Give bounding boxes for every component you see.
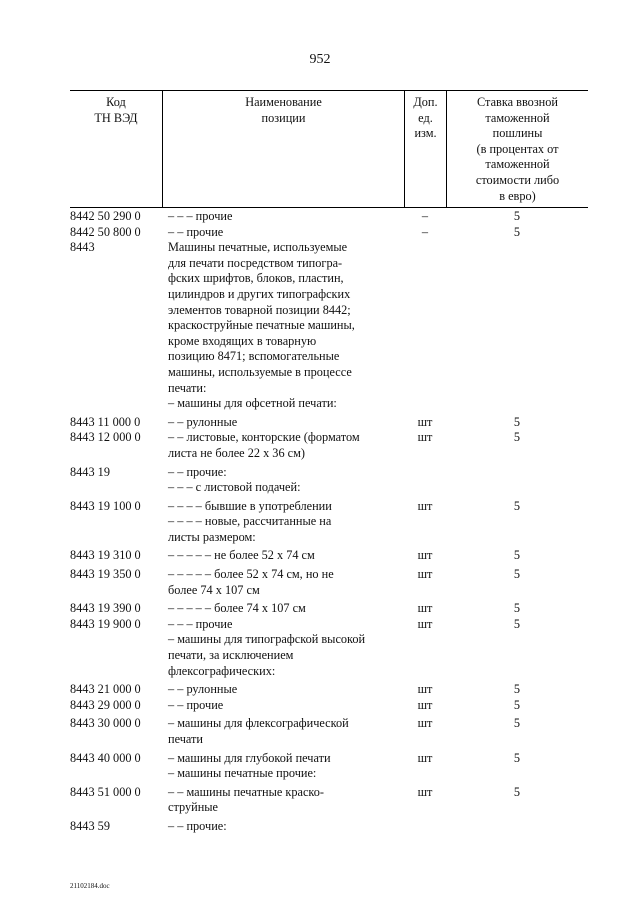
cell-code: 8443 40 000 0 — [70, 750, 141, 765]
table-row — [70, 682, 588, 698]
cell-unit: шт — [417, 682, 433, 697]
header-name-line: позиции — [261, 110, 306, 125]
cell-name — [162, 465, 404, 481]
cell-rate — [446, 465, 588, 481]
cell-code: 8443 59 — [70, 818, 110, 833]
cell-name-line: – – прочие: — [168, 464, 227, 479]
cell-code — [70, 632, 162, 679]
table-row — [70, 632, 588, 679]
table-row — [70, 415, 588, 431]
cell-rate: 5 — [513, 414, 521, 429]
cell-unit: шт — [417, 750, 433, 765]
cell-name-line: струйные — [168, 800, 218, 815]
cell-rate: 5 — [513, 567, 521, 582]
cell-rate: 5 — [513, 224, 521, 239]
cell-code — [70, 514, 162, 545]
cell-code: 8443 12 000 0 — [70, 430, 141, 445]
header-code-line: Код — [106, 95, 126, 109]
table-row — [70, 617, 588, 633]
cell-code: 8443 30 000 0 — [70, 716, 141, 731]
cell-unit: шт — [417, 548, 433, 563]
cell-name — [162, 682, 404, 698]
header-unit — [404, 91, 446, 207]
cell-unit — [404, 632, 446, 679]
cell-name — [162, 240, 404, 396]
cell-name — [162, 480, 404, 496]
cell-name-line: цилиндров и других типографских — [168, 286, 351, 301]
cell-name-line: – – прочие — [168, 224, 224, 239]
table-row — [70, 716, 588, 747]
cell-rate: 5 — [513, 716, 521, 731]
cell-name-line: краскоструйные печатные машины, — [168, 318, 355, 333]
cell-name-line: листа не более 22 х 36 см) — [168, 445, 306, 460]
cell-name-line: – – – – – не более 52 х 74 см — [168, 548, 315, 563]
cell-name-line: кроме входящих в товарную — [168, 333, 317, 348]
cell-unit: шт — [417, 430, 433, 445]
table-row — [70, 514, 588, 545]
cell-rate — [446, 819, 588, 835]
cell-unit — [404, 465, 446, 481]
cell-name-line: – – – – новые, рассчитанные на — [168, 514, 332, 529]
cell-unit — [404, 766, 446, 782]
table-row — [70, 548, 588, 564]
cell-unit — [404, 514, 446, 545]
cell-name-line: – – машины печатные краско- — [168, 784, 325, 799]
cell-name-line: – – – – бывшие в употреблении — [168, 498, 332, 513]
cell-name-line: – – рулонные — [168, 414, 238, 429]
cell-code: 8443 29 000 0 — [70, 697, 141, 712]
cell-name-line: – машины печатные прочие: — [168, 766, 317, 781]
cell-name-line: более 74 х 107 см — [168, 582, 260, 597]
cell-unit: шт — [417, 784, 433, 799]
table-header — [70, 90, 588, 208]
cell-name-line: – – рулонные — [168, 682, 238, 697]
header-unit-line: Доп. — [413, 95, 438, 109]
cell-name-line: – машины для флексографической — [168, 716, 349, 731]
cell-name-line: печати: — [168, 380, 207, 395]
table-row — [70, 819, 588, 835]
header-code — [70, 91, 162, 207]
cell-name-line: машины, используемые в процессе — [168, 364, 352, 379]
cell-name — [162, 514, 404, 545]
cell-name-line: фских шрифтов, блоков, пластин, — [168, 271, 344, 286]
header-unit-line: изм. — [414, 126, 437, 141]
cell-rate — [446, 396, 588, 412]
cell-name-line: Машины печатные, используемые — [168, 240, 348, 255]
cell-rate — [446, 240, 588, 396]
cell-code: 8443 21 000 0 — [70, 682, 141, 697]
cell-unit: шт — [417, 498, 433, 513]
cell-name — [162, 716, 404, 747]
cell-rate: 5 — [513, 430, 521, 445]
cell-name-line: листы размером: — [168, 529, 256, 544]
cell-name — [162, 499, 404, 515]
header-rate-line: стоимости либо — [475, 172, 560, 187]
header-rate-line: таможенной — [485, 157, 550, 172]
cell-name — [162, 617, 404, 633]
cell-name — [162, 415, 404, 431]
cell-code: 8443 19 390 0 — [70, 601, 141, 616]
header-rate-line: таможенной — [485, 110, 550, 125]
table-row — [70, 785, 588, 816]
cell-name-line: – машины для типографской высокой — [168, 632, 366, 647]
cell-code: 8443 19 100 0 — [70, 498, 141, 513]
cell-rate: 5 — [513, 682, 521, 697]
table-row — [70, 240, 588, 396]
cell-unit — [404, 819, 446, 835]
cell-name — [162, 567, 404, 598]
cell-name-line: – – листовые, конторские (форматом — [168, 430, 360, 445]
cell-code: 8443 — [70, 240, 95, 255]
cell-unit — [404, 396, 446, 412]
cell-name — [162, 766, 404, 782]
cell-name-line: печати, за исключением — [168, 648, 294, 663]
cell-unit: шт — [417, 567, 433, 582]
cell-rate — [446, 480, 588, 496]
cell-name-line: флексографических: — [168, 663, 276, 678]
tariff-table — [70, 90, 588, 835]
cell-unit: шт — [417, 716, 433, 731]
cell-rate: 5 — [513, 616, 521, 631]
cell-name — [162, 601, 404, 617]
cell-code: 8443 19 350 0 — [70, 567, 141, 582]
table-row — [70, 601, 588, 617]
cell-name — [162, 751, 404, 767]
table-row — [70, 766, 588, 782]
header-rate-line: Ставка ввозной — [477, 95, 558, 109]
cell-name — [162, 632, 404, 679]
table-row — [70, 430, 588, 461]
page-number: 952 — [309, 52, 331, 67]
cell-name — [162, 785, 404, 816]
header-rate-line: пошлины — [492, 126, 543, 141]
cell-rate: 5 — [513, 697, 521, 712]
cell-name — [162, 548, 404, 564]
cell-name-line: – – – с листовой подачей: — [168, 480, 301, 495]
table-row — [70, 698, 588, 714]
cell-name-line: печати — [168, 732, 204, 746]
cell-name — [162, 225, 404, 241]
cell-code: 8443 11 000 0 — [70, 414, 141, 429]
cell-name-line: – – – прочие — [168, 616, 233, 631]
cell-name-line: – – – – – более 74 х 107 см — [168, 601, 306, 616]
cell-code — [70, 480, 162, 496]
cell-unit: шт — [417, 414, 433, 429]
cell-unit: шт — [417, 616, 433, 631]
header-rate-line: (в процентах от — [476, 141, 559, 156]
header-name — [162, 91, 404, 207]
cell-name — [162, 698, 404, 714]
cell-code: 8443 51 000 0 — [70, 784, 141, 799]
cell-name-line: позицию 8471; вспомогательные — [168, 349, 340, 364]
cell-unit — [404, 240, 446, 396]
cell-name — [162, 430, 404, 461]
cell-rate — [446, 514, 588, 545]
header-unit-line: ед. — [418, 110, 433, 125]
cell-name-line: – – – – – более 52 х 74 см, но не — [168, 567, 334, 582]
header-rate-line: в евро) — [499, 188, 536, 203]
cell-rate: 5 — [513, 601, 521, 616]
cell-name-line: элементов товарной позиции 8442; — [168, 302, 351, 317]
cell-rate: 5 — [513, 750, 521, 765]
cell-rate — [446, 766, 588, 782]
cell-unit: шт — [417, 601, 433, 616]
cell-rate: 5 — [513, 548, 521, 563]
table-row — [70, 209, 588, 225]
table-row — [70, 396, 588, 412]
cell-code: 8443 19 310 0 — [70, 548, 141, 563]
cell-code — [70, 396, 162, 412]
cell-name-line: – машины для глубокой печати — [168, 750, 331, 765]
cell-code: 8442 50 290 0 — [70, 209, 141, 223]
cell-code — [70, 766, 162, 782]
cell-name-line: – машины для офсетной печати: — [168, 396, 337, 411]
cell-name — [162, 396, 404, 412]
table-row — [70, 499, 588, 515]
cell-rate: 5 — [513, 784, 521, 799]
cell-name-line: для печати посредством типогра- — [168, 255, 343, 270]
table-row — [70, 567, 588, 598]
table-row — [70, 751, 588, 767]
cell-code: 8442 50 800 0 — [70, 224, 141, 239]
cell-name-line: – – прочие — [168, 697, 224, 712]
cell-name-line: – – прочие: — [168, 818, 227, 833]
header-code-line: ТН ВЭД — [94, 110, 138, 125]
cell-code: 8443 19 — [70, 464, 110, 479]
cell-unit: – — [421, 224, 429, 239]
table-body — [70, 208, 588, 835]
table-row — [70, 465, 588, 481]
cell-name — [162, 209, 404, 225]
cell-unit: шт — [417, 697, 433, 712]
cell-code: 8443 19 900 0 — [70, 616, 141, 631]
cell-rate: 5 — [513, 209, 521, 223]
table-row — [70, 480, 588, 496]
cell-unit: – — [421, 209, 429, 223]
cell-name — [162, 819, 404, 835]
file-name-footer: 21102184.doc — [70, 882, 110, 890]
table-row — [70, 225, 588, 241]
cell-rate: 5 — [513, 498, 521, 513]
header-name-line: Наименование — [245, 95, 322, 109]
cell-unit — [404, 480, 446, 496]
cell-rate — [446, 632, 588, 679]
header-rate — [446, 91, 588, 207]
cell-name-line: – – – прочие — [168, 209, 233, 223]
